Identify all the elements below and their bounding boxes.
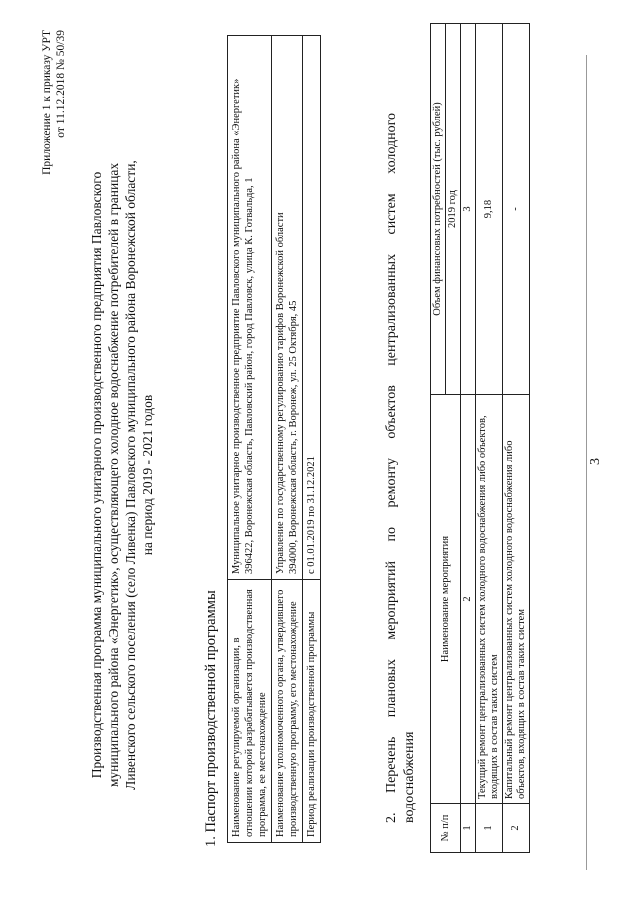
table-row bbox=[272, 36, 303, 843]
table-row bbox=[228, 36, 272, 843]
passport-value bbox=[228, 36, 272, 580]
table-index-row bbox=[461, 24, 476, 853]
row-value: 9,18 bbox=[476, 24, 503, 395]
passport-value bbox=[303, 36, 321, 580]
table-row bbox=[476, 24, 503, 853]
passport-value-line: 394000, Воронежская область, г. Воронеж, ул. 25 Октября, 45 bbox=[288, 300, 299, 574]
page-divider bbox=[586, 55, 587, 870]
passport-value-line: Муниципальное унитарное производственное предприятие Павловского муниципального района «Энергетик» bbox=[231, 78, 242, 574]
table-row bbox=[503, 24, 530, 853]
header-year: 2019 год bbox=[446, 24, 461, 395]
appendix-line-1: Приложение 1 к приказу УРТ bbox=[41, 30, 53, 175]
passport-value-line: 396422, Воронежская область, Павловский район, город Павловск, улица К. Готвальда, 1 bbox=[244, 177, 255, 574]
section-2-title-cont: водоснабжения bbox=[402, 731, 417, 823]
page-number: 3 bbox=[588, 458, 603, 465]
index-cell: 3 bbox=[461, 24, 476, 395]
row-name: Капитальный ремонт централизованных систем холодного водоснабжения либо объектов, входящих в состав таких систем bbox=[503, 395, 530, 804]
table-row bbox=[303, 36, 321, 843]
row-name: Текущий ремонт централизованных систем холодного водоснабжения либо объектов, входящих в состав таких систем bbox=[476, 395, 503, 804]
row-value: - bbox=[503, 24, 530, 395]
document-title bbox=[88, 95, 156, 855]
index-cell: 1 bbox=[461, 804, 476, 853]
title-line-3: Ливенского сельского поселения (село Ливенка) Павловского муниципального района Воронежской области, bbox=[123, 160, 138, 790]
header-name: Наименование мероприятия bbox=[431, 395, 461, 804]
passport-table bbox=[227, 35, 321, 843]
passport-label: Наименование регулируемой организации, в отношении которой разрабатывается производственная программа, ее местонахождение bbox=[228, 580, 272, 843]
section-1-title: 1. Паспорт производственной программы bbox=[203, 590, 219, 847]
appendix-line-2: от 11.12.2018 № 50/39 bbox=[55, 30, 67, 138]
section-2-title: 2. Перечень плановых мероприятий по ремонту объектов централизованных систем холодного bbox=[384, 113, 399, 823]
header-volume: Объем финансовых потребностей (тыс. рублей) bbox=[431, 24, 446, 395]
passport-label: Наименование уполномоченного органа, утвердившего производственную программу, его местонахождение bbox=[272, 580, 303, 843]
passport-value bbox=[272, 36, 303, 580]
passport-value-line: Управление по государственному регулированию тарифов Воронежской области bbox=[275, 212, 286, 574]
index-cell: 2 bbox=[461, 395, 476, 804]
measures-table bbox=[430, 23, 530, 853]
table-header-row bbox=[431, 24, 446, 853]
title-line-1: Производственная программа муниципального унитарного производственного предприятия Павловского bbox=[89, 171, 104, 779]
title-line-4: на период 2019 - 2021 годов bbox=[140, 394, 155, 556]
passport-value-line: с 01.01.2019 по 31.12.2021 bbox=[306, 456, 317, 574]
header-num: № п/п bbox=[431, 804, 461, 853]
row-num: 1 bbox=[476, 804, 503, 853]
appendix-note bbox=[40, 30, 68, 175]
row-num: 2 bbox=[503, 804, 530, 853]
title-line-2: муниципального района «Энергетик», осуществляющего холодное водоснабжение потребителей в границах bbox=[106, 162, 121, 788]
passport-label: Период реализации производственной программы bbox=[303, 580, 321, 843]
